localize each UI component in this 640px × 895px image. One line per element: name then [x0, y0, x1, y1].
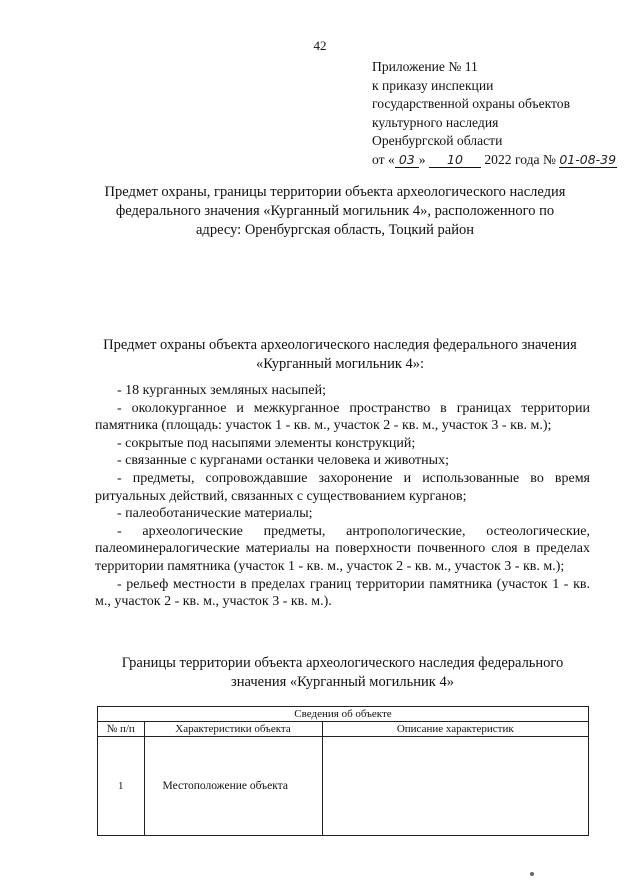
- table-row: [98, 737, 589, 836]
- object-info-table: [97, 706, 589, 836]
- list-item: - палеоботанические материалы;: [117, 506, 313, 522]
- table-header-row: [98, 722, 589, 737]
- list-item: - предметы, сопровождавшие захоронение и использованные во время ритуальных действий, связанных с существованием курганов;: [95, 470, 590, 504]
- date-month: 10: [429, 152, 481, 168]
- cell-description: [322, 737, 588, 836]
- order-number: 01-08-39: [559, 151, 617, 167]
- appendix-date-line: [372, 151, 617, 170]
- header-characteristics: Характеристики объекта: [144, 722, 322, 737]
- boundaries-heading: Границы территории объекта археологического наследия федерального значения «Курганный могильник 4»: [121, 655, 564, 690]
- list-item: - околокурганное и межкурганное пространство в границах территории памятника (площадь: участок 1 - кв. м., участок 2 - кв. м., участок 3 - кв. м.);: [95, 400, 590, 434]
- list-item: - сокрытые под насыпями элементы конструкций;: [117, 435, 416, 451]
- list-item: - археологические предметы, антропологические, остеологические, палеоминералогические материалы на поверхности почвенного слоя в пределах территории памятника (участок 1 - кв. м., участок 2 - кв. м., участок 3 - кв. м.);: [95, 523, 590, 574]
- appendix-line: Приложение № 11: [372, 59, 478, 74]
- list-item: - связанные с курганами останки человека и животных;: [117, 453, 449, 469]
- table-caption-row: [98, 707, 589, 722]
- table-caption: Сведения об объекте: [98, 707, 589, 722]
- cell-characteristic: Местоположение объекта: [144, 737, 322, 836]
- cell-number: 1: [98, 737, 145, 836]
- list-item: - рельеф местности в пределах границ территории памятника (участок 1 - кв. м., участок 2 - кв. м., участок 3 - кв. м.).: [95, 576, 590, 610]
- date-day-close: »: [418, 151, 426, 167]
- header-number: № п/п: [98, 722, 145, 737]
- page-number: 42: [313, 38, 327, 53]
- list-item: - 18 курганных земляных насыпей;: [117, 383, 326, 398]
- header-description: Описание характеристик: [322, 722, 588, 737]
- document-title: Предмет охраны, границы территории объекта археологического наследия федерального значения «Курганный могильник 4», расположенного по адресу: Оренбургская область, Тоцкий район: [104, 184, 566, 238]
- appendix-block: [372, 58, 617, 170]
- scan-speck: [530, 872, 534, 876]
- subject-heading: Предмет охраны объекта археологического наследия федерального значения «Курганный могильник 4»:: [103, 337, 577, 372]
- date-year: 2022 года №: [484, 151, 556, 167]
- subject-list: [95, 382, 590, 611]
- date-day: 03: [395, 152, 419, 168]
- appendix-line: государственной охраны объектов: [372, 96, 571, 112]
- appendix-line: Оренбургской области: [372, 133, 503, 149]
- date-prefix: от «: [372, 151, 395, 167]
- appendix-line: культурного наследия: [372, 114, 499, 130]
- appendix-line: к приказу инспекции: [372, 77, 494, 93]
